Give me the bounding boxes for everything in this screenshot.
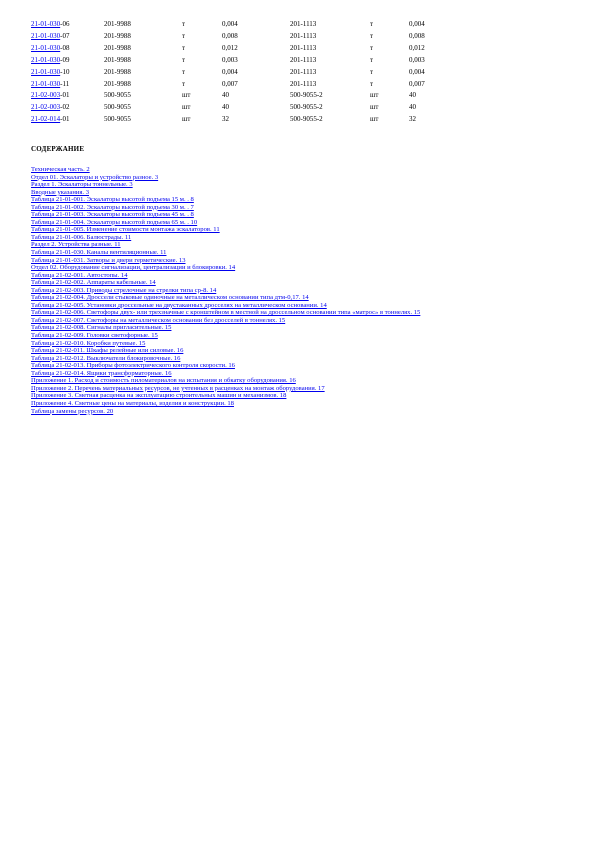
- replacement-unit-cell: т: [370, 43, 374, 52]
- toc-entry: [31, 279, 591, 287]
- toc-link[interactable]: Приложение 2. Перечень материальных ресурсов, не учтенных в расценках на монтаж оборудования. 17: [31, 384, 325, 392]
- toc-link[interactable]: Таблица 21-01-031. Затворы и двери герметические. 13: [31, 256, 186, 264]
- replacement-unit-cell: шт: [370, 103, 379, 112]
- toc-entry: [31, 408, 591, 416]
- toc-link[interactable]: Таблица 21-01-004. Эскалаторы высотой подъема 65 м. . 10: [31, 218, 198, 226]
- table-row: [31, 102, 449, 114]
- quantity-cell: 0,004: [222, 20, 238, 28]
- toc-entry: [31, 204, 591, 212]
- norm-code-cell: [31, 79, 104, 91]
- norm-code-suffix: -02: [60, 103, 70, 112]
- resource-code-cell: 201-9988: [104, 20, 131, 28]
- toc-entry: [31, 317, 591, 325]
- toc-entry: [31, 385, 591, 393]
- toc-link[interactable]: Раздел 1. Эскалаторы тоннельные. 3: [31, 181, 133, 189]
- toc-entry: [31, 166, 591, 174]
- replacement-unit-cell: т: [370, 20, 374, 28]
- toc-heading: СОДЕРЖАНИЕ: [31, 145, 85, 153]
- toc-link[interactable]: Таблица 21-02-002. Аппараты кабельные. 14: [31, 279, 156, 287]
- toc-link[interactable]: Таблица 21-01-001. Эскалаторы высотой подъема 15 м. . 8: [31, 196, 194, 204]
- norm-code-cell: [31, 114, 104, 126]
- replacement-quantity-cell: 0,012: [409, 43, 425, 52]
- toc-entry: [31, 181, 591, 189]
- table-of-contents: [31, 166, 591, 415]
- toc-link[interactable]: Таблица 21-02-001. Автостопы. 14: [31, 271, 128, 279]
- norm-code-suffix: -01: [60, 91, 70, 100]
- unit-cell: шт: [182, 103, 191, 112]
- replacement-unit-cell: шт: [370, 115, 379, 124]
- toc-entry: [31, 332, 591, 340]
- norm-code-link[interactable]: 21-01-030: [31, 20, 61, 28]
- toc-entry: [31, 392, 591, 400]
- toc-entry: [31, 226, 591, 234]
- table-row: [31, 79, 449, 91]
- table-row: [31, 19, 449, 31]
- toc-link[interactable]: Таблица 21-01-003. Эскалаторы высотой подъема 45 м. . 8: [31, 211, 194, 219]
- table-row: [31, 90, 449, 102]
- resource-code-cell: 201-9988: [104, 67, 131, 76]
- norm-code-link[interactable]: 21-01-030: [31, 43, 61, 52]
- resource-code-cell: 500-9055: [104, 115, 131, 124]
- toc-link[interactable]: Отдел 01. Эскалаторы и устройство разное. 3: [31, 173, 159, 181]
- resource-code-cell: 201-9988: [104, 31, 131, 40]
- toc-link[interactable]: Таблица 21-02-005. Установки дроссельные на двустаканных дросселях на металлическом основании. 14: [31, 301, 327, 309]
- norm-code-link[interactable]: 21-02-003: [31, 91, 61, 100]
- replacement-code-cell: 201-1113: [290, 67, 317, 76]
- norm-code-link[interactable]: 21-01-030: [31, 79, 61, 88]
- toc-entry: [31, 272, 591, 280]
- replacement-quantity-cell: 0,003: [409, 55, 425, 64]
- unit-cell: т: [182, 43, 186, 52]
- norm-code-link[interactable]: 21-01-030: [31, 31, 61, 40]
- toc-entry: [31, 249, 591, 257]
- toc-link[interactable]: Приложение 1. Расход и стоимость пиломатериалов на испытания и обкатку оборудования. 16: [31, 377, 296, 385]
- replacement-code-cell: 500-9055-2: [290, 115, 323, 124]
- unit-cell: т: [182, 20, 186, 28]
- toc-link[interactable]: Таблица 21-02-007. Светофоры на металлическом основании без дросселей в тоннелях. 15: [31, 316, 286, 324]
- replacement-code-cell: 500-9055-2: [290, 103, 323, 112]
- toc-entry: [31, 355, 591, 363]
- unit-cell: т: [182, 55, 186, 64]
- norm-code-suffix: -09: [60, 55, 70, 64]
- toc-entry: [31, 287, 591, 295]
- quantity-cell: 40: [222, 103, 229, 112]
- replacement-code-cell: 500-9055-2: [290, 91, 323, 100]
- table-row: [31, 31, 449, 43]
- replacement-code-cell: 201-1113: [290, 43, 317, 52]
- toc-entry: [31, 219, 591, 227]
- replacement-code-cell: 201-1113: [290, 55, 317, 64]
- toc-link[interactable]: Таблица 21-02-008. Сигналы пригласительные. 15: [31, 324, 172, 332]
- toc-link[interactable]: Таблица 21-02-009. Головки светофорные. 15: [31, 332, 158, 340]
- norm-code-cell: [31, 90, 104, 102]
- toc-link[interactable]: Таблица 21-02-010. Коробки путевые. 15: [31, 339, 146, 347]
- quantity-cell: 32: [222, 115, 229, 124]
- replacement-quantity-cell: 0,004: [409, 67, 425, 76]
- resource-code-cell: 500-9055: [104, 103, 131, 112]
- unit-cell: т: [182, 67, 186, 76]
- norm-code-link[interactable]: 21-02-014: [31, 115, 61, 124]
- unit-cell: т: [182, 31, 186, 40]
- norm-code-link[interactable]: 21-02-003: [31, 103, 61, 112]
- resource-code-cell: 201-9988: [104, 55, 131, 64]
- toc-entry: [31, 174, 591, 182]
- toc-entry: [31, 340, 591, 348]
- replacement-code-cell: 201-1113: [290, 31, 317, 40]
- norm-code-cell: [31, 19, 104, 31]
- toc-link[interactable]: Таблица 21-01-006. Балюстрады. 11: [31, 233, 132, 241]
- norm-code-cell: [31, 67, 104, 79]
- toc-entry: [31, 347, 591, 355]
- toc-entry: [31, 400, 591, 408]
- toc-entry: [31, 294, 591, 302]
- toc-entry: [31, 377, 591, 385]
- replacement-unit-cell: т: [370, 55, 374, 64]
- resource-code-cell: 201-9988: [104, 79, 131, 88]
- toc-link[interactable]: Таблица 21-02-012. Выключатели блокировочные. 16: [31, 354, 181, 362]
- toc-entry: [31, 362, 591, 370]
- norm-code-link[interactable]: 21-01-030: [31, 67, 61, 76]
- replacement-quantity-cell: 40: [409, 91, 416, 100]
- resource-code-cell: 201-9988: [104, 43, 131, 52]
- table-row: [31, 55, 449, 67]
- norm-code-cell: [31, 102, 104, 114]
- unit-cell: шт: [182, 115, 191, 124]
- replacement-quantity-cell: 0,007: [409, 79, 425, 88]
- toc-entry: [31, 234, 591, 242]
- replacement-unit-cell: т: [370, 31, 374, 40]
- toc-link[interactable]: Таблица 21-01-030. Каналы вентиляционные. 11: [31, 249, 167, 257]
- toc-link[interactable]: Таблица 21-01-005. Изменение стоимости монтажа эскалаторов. 11: [31, 226, 220, 234]
- quantity-cell: 40: [222, 91, 229, 100]
- replacement-code-cell: 201-1113: [290, 79, 317, 88]
- toc-entry: [31, 211, 591, 219]
- norm-code-suffix: -01: [60, 115, 70, 124]
- norm-code-link[interactable]: 21-01-030: [31, 55, 61, 64]
- toc-entry: [31, 309, 591, 317]
- norm-code-suffix: -11: [60, 79, 70, 88]
- replacement-unit-cell: т: [370, 67, 374, 76]
- toc-entry: [31, 196, 591, 204]
- resource-replacement-table: [31, 19, 449, 126]
- table-row: [31, 43, 449, 55]
- toc-link[interactable]: Таблица 21-01-002. Эскалаторы высотой подъема 30 м. . 7: [31, 203, 194, 211]
- toc-entry: [31, 302, 591, 310]
- toc-link[interactable]: Техническая часть. 2: [31, 166, 90, 173]
- toc-entry: [31, 189, 591, 197]
- unit-cell: т: [182, 79, 186, 88]
- norm-code-suffix: -08: [60, 43, 70, 52]
- toc-entry: [31, 264, 591, 272]
- toc-link[interactable]: Таблица 21-02-011. Шкафы релейные или силовые. 16: [31, 347, 184, 355]
- quantity-cell: 0,008: [222, 31, 238, 40]
- toc-link[interactable]: Отдел 02. Оборудование сигнализации, централизации и блокировки. 14: [31, 264, 236, 272]
- quantity-cell: 0,004: [222, 67, 238, 76]
- norm-code-cell: [31, 31, 104, 43]
- toc-link[interactable]: Таблица 21-02-014. Ящики трансформаторные. 16: [31, 369, 172, 377]
- toc-link[interactable]: Вводные указания. 3: [31, 188, 90, 196]
- norm-code-suffix: -07: [60, 31, 70, 40]
- quantity-cell: 0,012: [222, 43, 238, 52]
- replacement-quantity-cell: 0,008: [409, 31, 425, 40]
- table-row: [31, 67, 449, 79]
- norm-code-cell: [31, 55, 104, 67]
- toc-link[interactable]: Приложение 4. Сметные цены на материалы, изделия и конструкции. 18: [31, 399, 234, 407]
- replacement-unit-cell: т: [370, 79, 374, 88]
- replacement-unit-cell: шт: [370, 91, 379, 100]
- norm-code-suffix: -10: [60, 67, 70, 76]
- quantity-cell: 0,007: [222, 79, 238, 88]
- replacement-code-cell: 201-1113: [290, 20, 317, 28]
- replacement-quantity-cell: 0,004: [409, 20, 425, 28]
- toc-link[interactable]: Раздел 2. Устройства разные. 11: [31, 241, 121, 249]
- toc-entry: [31, 257, 591, 265]
- table-row: [31, 114, 449, 126]
- toc-entry: [31, 370, 591, 378]
- toc-link[interactable]: Таблица 21-02-004. Дроссели стыковые одиночные на металлическом основании типа дтм-0,17. 14: [31, 294, 309, 302]
- replacement-quantity-cell: 40: [409, 103, 416, 112]
- toc-link[interactable]: Таблица 21-02-013. Приборы фотоэлектрического контроля скорости. 16: [31, 362, 235, 370]
- toc-link[interactable]: Приложение 3. Сметная расценка на эксплуатацию строительных машин и механизмов. 18: [31, 392, 287, 400]
- resource-code-cell: 500-9055: [104, 91, 131, 100]
- toc-link[interactable]: Таблица 21-02-006. Светофоры двух- или трехзначные с кронштейном в местной на дроссельном основании типа «матрос» в тоннелях. 15: [31, 309, 421, 317]
- toc-link[interactable]: Таблица замены ресурсов. 20: [31, 407, 114, 415]
- norm-code-suffix: -06: [60, 20, 70, 28]
- replacement-quantity-cell: 32: [409, 115, 416, 124]
- resource-table-body: [31, 19, 449, 126]
- quantity-cell: 0,003: [222, 55, 238, 64]
- toc-entry: [31, 241, 591, 249]
- norm-code-cell: [31, 43, 104, 55]
- toc-entry: [31, 324, 591, 332]
- toc-link[interactable]: Таблица 21-02-003. Приводы стрелочные на стрелки типа ср-8. 14: [31, 286, 217, 294]
- unit-cell: шт: [182, 91, 191, 100]
